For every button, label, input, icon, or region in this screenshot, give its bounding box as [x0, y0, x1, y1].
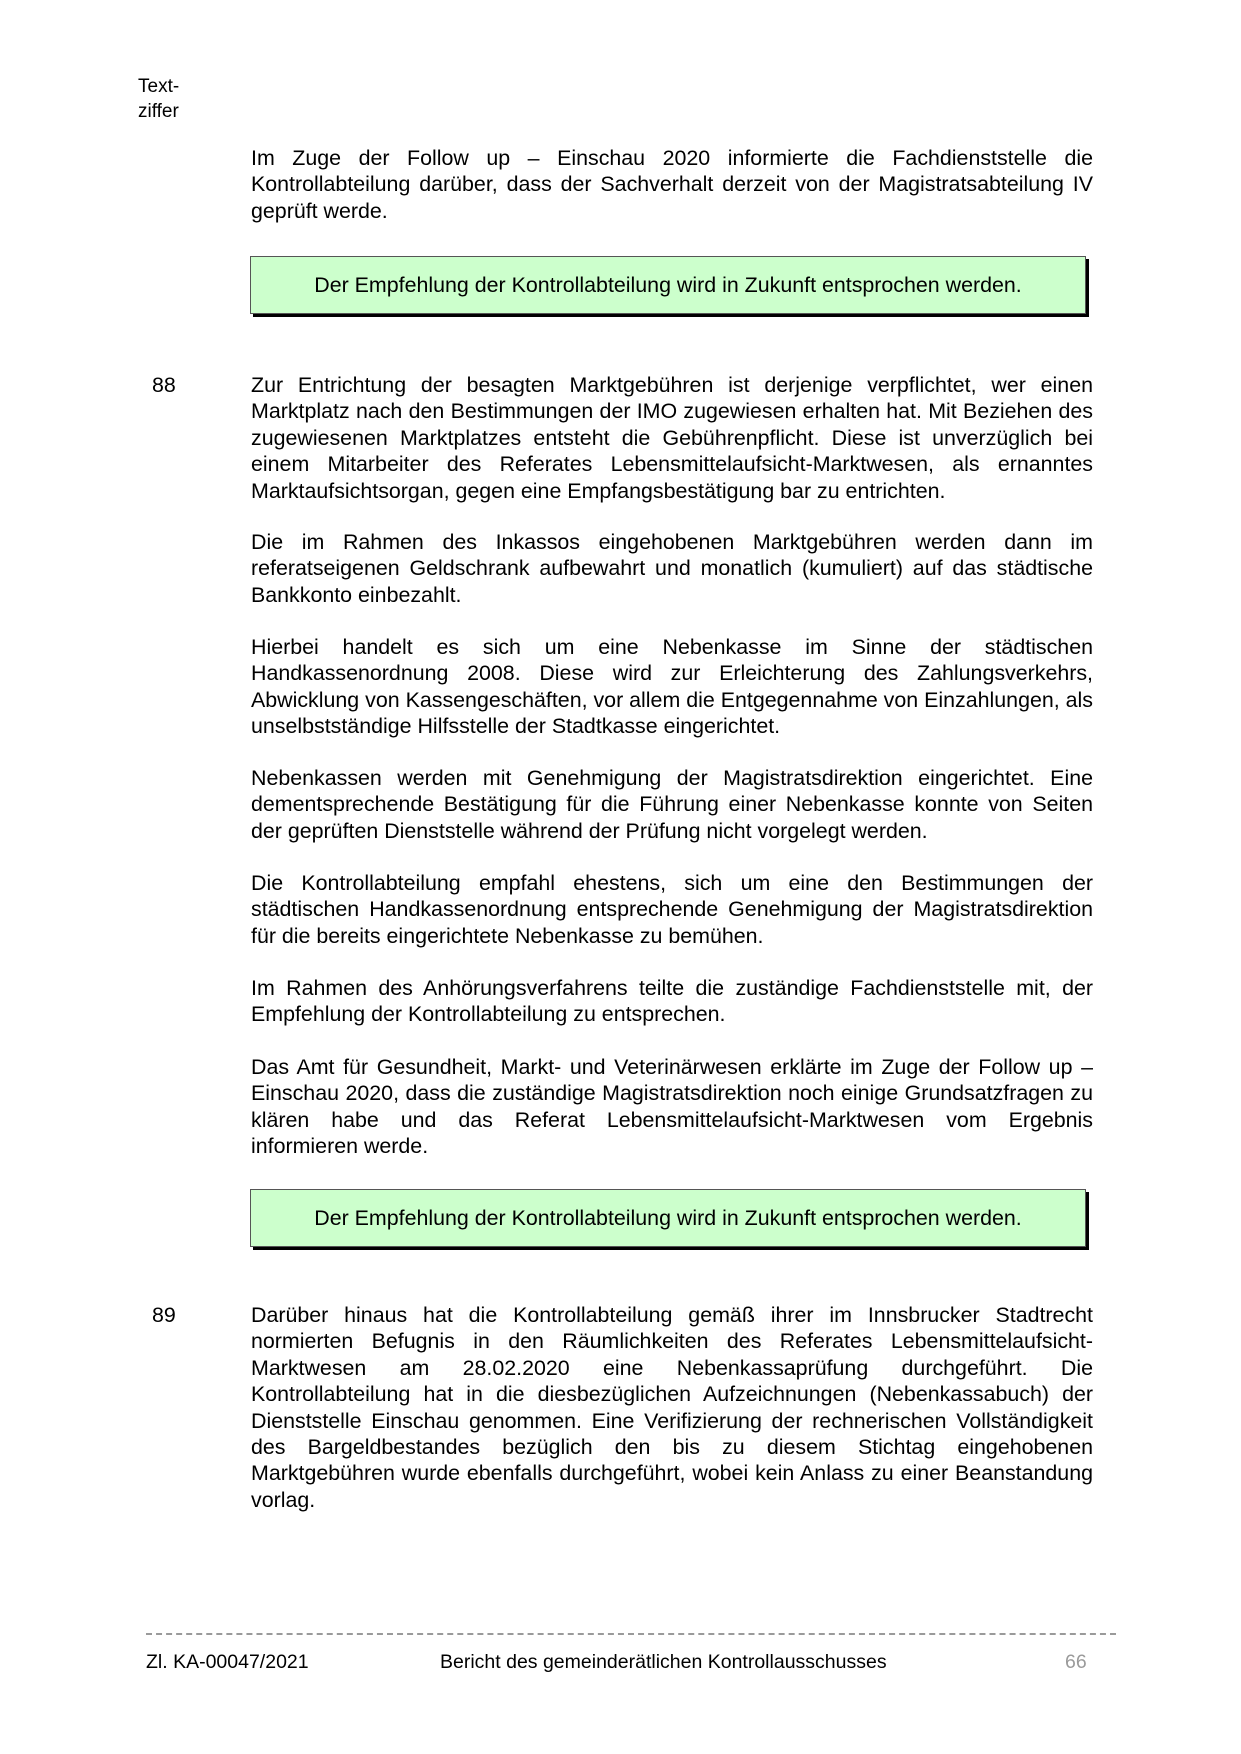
callout-2-text: Der Empfehlung der Kontrollabteilung wird in Zukunft entsprochen werden. [314, 1205, 1022, 1230]
footer-reference: Zl. KA-00047/2021 [146, 1651, 309, 1673]
callout-1-text: Der Empfehlung der Kontrollabteilung wird in Zukunft entsprochen werden. [314, 272, 1022, 297]
paragraph-88-3: Hierbei handelt es sich um eine Nebenkasse im Sinne der städtischen Handkassenordnung 2008. Diese wird zur Erleichterung des Zahlungsverkehrs, Abwicklung von Kassengeschäften, vor allem die Entgegennahme von Einzahlungen, als unselbstständige Hilfsstelle der Stadtkasse eingerichtet. [251, 635, 1093, 739]
paragraph-88-4: Nebenkassen werden mit Genehmigung der Magistratsdirektion eingerichtet. Eine dementsprechende Bestätigung für die Führung einer Nebenkasse konnte von Seiten der geprüften Dienststelle während der Prüfung nicht vorgelegt werden. [251, 766, 1093, 843]
footer-divider [146, 1633, 1116, 1635]
paragraph-88-5: Die Kontrollabteilung empfahl ehestens, sich um eine den Bestimmungen der städtischen Handkassenordnung entsprechende Genehmigung der Magistratsdirektion für die bereits eingerichtete Nebenkasse zu bemühen. [251, 871, 1093, 948]
paragraph-88-7: Das Amt für Gesundheit, Markt- und Veterinärwesen erklärte im Zuge der Follow up – Einschau 2020, dass die zuständige Magistratsdirektion noch einige Grundsatzfragen zu klären habe und das Referat Lebensmittelaufsicht-Marktwesen vom Ergebnis informieren werde. [251, 1055, 1093, 1159]
textziffer-margin-label [138, 74, 179, 124]
recommendation-callout-2 [250, 1189, 1086, 1247]
textziffer-89: 89 [152, 1303, 176, 1327]
paragraph-88-1: Zur Entrichtung der besagten Marktgebühren ist derjenige verpflichtet, wer einen Marktplatz nach den Bestimmungen der IMO zugewiesen erhalten hat. Mit Beziehen des zugewiesenen Marktplatzes entsteht die Gebührenpflicht. Diese ist unverzüglich bei einem Mitarbeiter des Referates Lebensmittelaufsicht-Marktwesen, als ernanntes Marktaufsichtsorgan, gegen eine Empfangsbestätigung bar zu entrichten. [251, 373, 1093, 503]
textziffer-88: 88 [152, 373, 176, 397]
margin-label-line-1: Text- [138, 76, 180, 97]
recommendation-callout-1 [250, 256, 1086, 314]
paragraph-89-1: Darüber hinaus hat die Kontrollabteilung gemäß ihrer im Innsbrucker Stadtrecht normierten Befugnis in den Räumlichkeiten des Referates Lebensmittelaufsicht-Marktwesen am 28.02.2020 eine Nebenkassaprüfung durchgeführt. Die Kontrollabteilung hat in die diesbezüglichen Aufzeichnungen (Nebenkassabuch) der Dienststelle Einschau genommen. Eine Verifizierung der rechnerischen Vollständigkeit des Bargeldbestandes bezüglich den bis zu diesem Stichtag eingehobenen Marktgebühren wurde ebenfalls durchgeführt, wobei kein Anlass zu einer Beanstandung vorlag. [251, 1303, 1093, 1512]
paragraph-88-2: Die im Rahmen des Inkassos eingehobenen Marktgebühren werden dann im referatseigenen Geldschrank aufbewahrt und monatlich (kumuliert) auf das städtische Bankkonto einbezahlt. [251, 530, 1093, 607]
intro-paragraph: Im Zuge der Follow up – Einschau 2020 informierte die Fachdienststelle die Kontrollabteilung darüber, dass der Sachverhalt derzeit von der Magistratsabteilung IV geprüft werde. [251, 146, 1093, 223]
paragraph-88-6: Im Rahmen des Anhörungsverfahrens teilte die zuständige Fachdienststelle mit, der Empfehlung der Kontrollabteilung zu entsprechen. [251, 976, 1093, 1027]
footer-page-number: 66 [1065, 1651, 1087, 1673]
margin-label-line-2: ziffer [138, 101, 179, 122]
footer-title: Bericht des gemeinderätlichen Kontrollausschusses [440, 1651, 887, 1673]
